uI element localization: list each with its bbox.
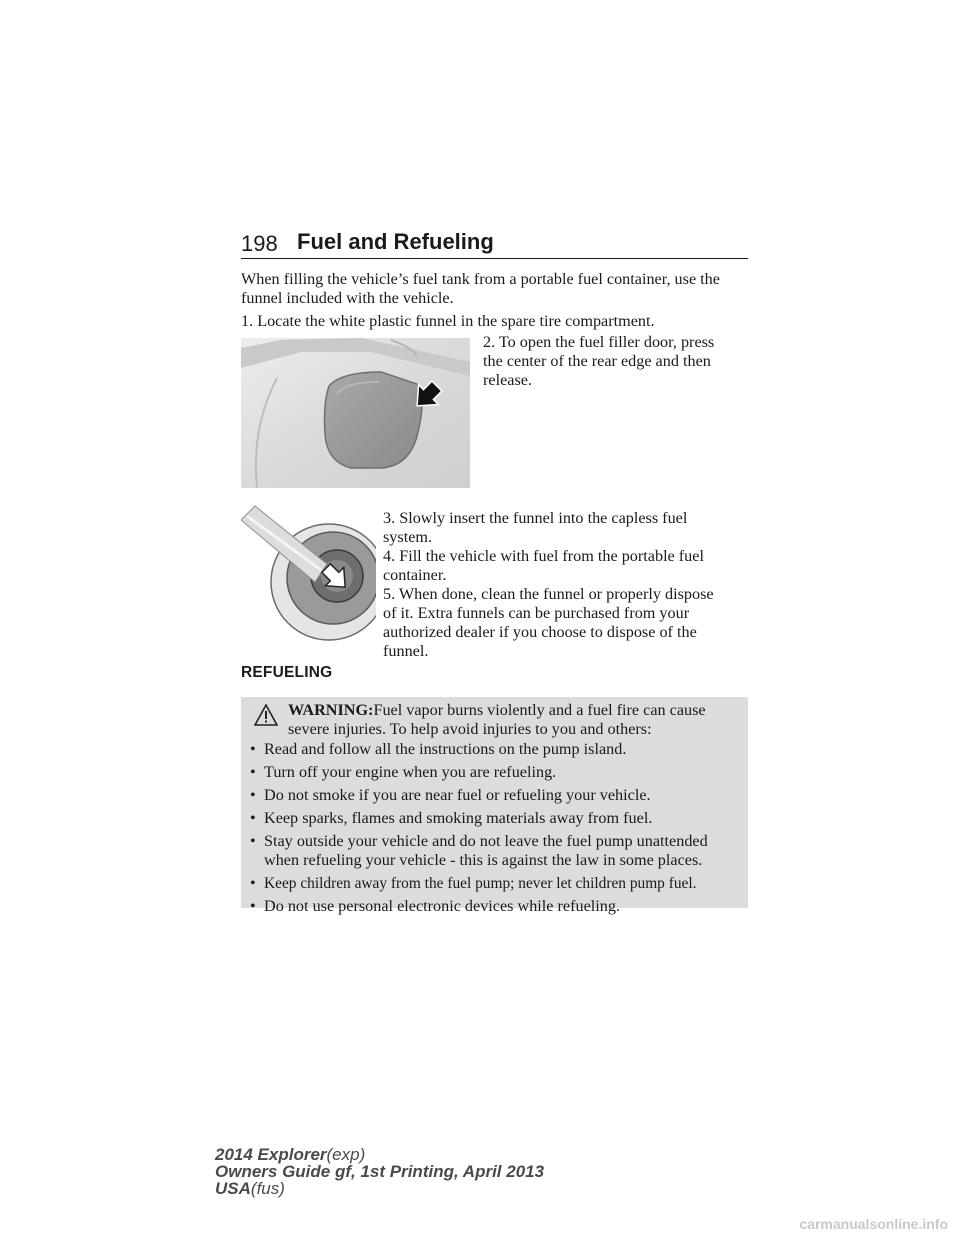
bullet-icon: • bbox=[250, 874, 256, 892]
footer-line-market bbox=[215, 1180, 285, 1198]
header-rule bbox=[241, 258, 748, 259]
bullet-icon: • bbox=[250, 809, 256, 827]
step-5-line-3: authorized dealer if you choose to dispose of the bbox=[383, 623, 697, 641]
warning-bullet bbox=[241, 897, 748, 916]
step-2 bbox=[483, 333, 751, 390]
step-4-line-2: container. bbox=[383, 566, 447, 584]
step-3-line-2: system. bbox=[383, 528, 433, 546]
step-5-line-2: of it. Extra funnels can be purchased from your bbox=[383, 604, 690, 622]
intro-line-2: funnel included with the vehicle. bbox=[241, 289, 454, 307]
step-5-line-1: 5. When done, clean the funnel or properly dispose bbox=[383, 585, 714, 603]
step-2-line-1: 2. To open the fuel filler door, press bbox=[483, 333, 715, 351]
step-3 bbox=[383, 509, 751, 547]
warning-line-2: severe injuries. To help avoid injuries to you and others: bbox=[288, 720, 652, 738]
warning-bullet bbox=[241, 832, 748, 851]
bullet-icon: • bbox=[250, 897, 256, 915]
section-heading-refueling: REFUELING bbox=[241, 664, 333, 681]
watermark: carmanualsonline.info bbox=[799, 1216, 948, 1232]
bullet-icon: • bbox=[250, 740, 256, 758]
page-number: 198 bbox=[241, 231, 278, 256]
step-5 bbox=[383, 585, 751, 661]
bullet-icon: • bbox=[250, 832, 256, 850]
step-1: 1. Locate the white plastic funnel in the spare tire compartment. bbox=[241, 312, 655, 330]
intro-line-1: When filling the vehicle’s fuel tank from a portable fuel container, use the bbox=[241, 270, 720, 288]
warning-box bbox=[241, 697, 748, 915]
bullet-text: Keep sparks, flames and smoking materials away from fuel. bbox=[264, 809, 653, 827]
bullet-text: Do not use personal electronic devices while refueling. bbox=[264, 897, 620, 915]
funnel-figure bbox=[241, 502, 376, 642]
bullet-text: when refueling your vehicle - this is against the law in some places. bbox=[264, 851, 703, 869]
footer-guide: Owners Guide gf, 1st Printing, April 2013 bbox=[215, 1162, 545, 1181]
footer-model-code: (exp) bbox=[326, 1145, 366, 1164]
bullet-text: Do not smoke if you are near fuel or refueling your vehicle. bbox=[264, 786, 651, 804]
fuel-door-figure bbox=[241, 338, 470, 488]
footer-model: 2014 Explorer bbox=[215, 1145, 327, 1164]
warning-triangle-icon bbox=[254, 704, 278, 726]
bullet-icon: • bbox=[250, 786, 256, 804]
bullet-text: Read and follow all the instructions on the pump island. bbox=[264, 740, 627, 758]
warning-bullet-list bbox=[241, 740, 748, 920]
warning-label: WARNING: bbox=[288, 701, 374, 719]
step-2-line-2: the center of the rear edge and then bbox=[483, 352, 711, 370]
warning-bullet-continuation bbox=[241, 851, 748, 870]
step-4-line-1: 4. Fill the vehicle with fuel from the portable fuel bbox=[383, 547, 704, 565]
step-4 bbox=[383, 547, 751, 585]
warning-line-1: Fuel vapor burns violently and a fuel fire can cause bbox=[373, 701, 706, 719]
warning-bullet bbox=[241, 786, 748, 805]
step-5-line-4: funnel. bbox=[383, 642, 429, 660]
footer-market-code: (fus) bbox=[250, 1179, 285, 1198]
warning-intro bbox=[288, 701, 738, 739]
step-2-line-3: release. bbox=[483, 371, 532, 389]
footer-market: USA bbox=[215, 1179, 251, 1198]
warning-bullet bbox=[241, 874, 748, 893]
warning-bullet bbox=[241, 763, 748, 782]
bullet-text: Stay outside your vehicle and do not leave the fuel pump unattended bbox=[264, 832, 708, 850]
fuel-door-illustration bbox=[241, 338, 470, 488]
step-3-line-1: 3. Slowly insert the funnel into the capless fuel bbox=[383, 509, 688, 527]
warning-bullet bbox=[241, 740, 748, 759]
bullet-text: Turn off your engine when you are refueling. bbox=[264, 763, 557, 781]
bullet-text: Keep children away from the fuel pump; never let children pump fuel. bbox=[264, 875, 697, 892]
funnel-illustration bbox=[241, 502, 376, 642]
intro-paragraph bbox=[241, 270, 751, 308]
page-title: Fuel and Refueling bbox=[297, 229, 494, 254]
bullet-icon: • bbox=[250, 763, 256, 781]
warning-bullet bbox=[241, 809, 748, 828]
